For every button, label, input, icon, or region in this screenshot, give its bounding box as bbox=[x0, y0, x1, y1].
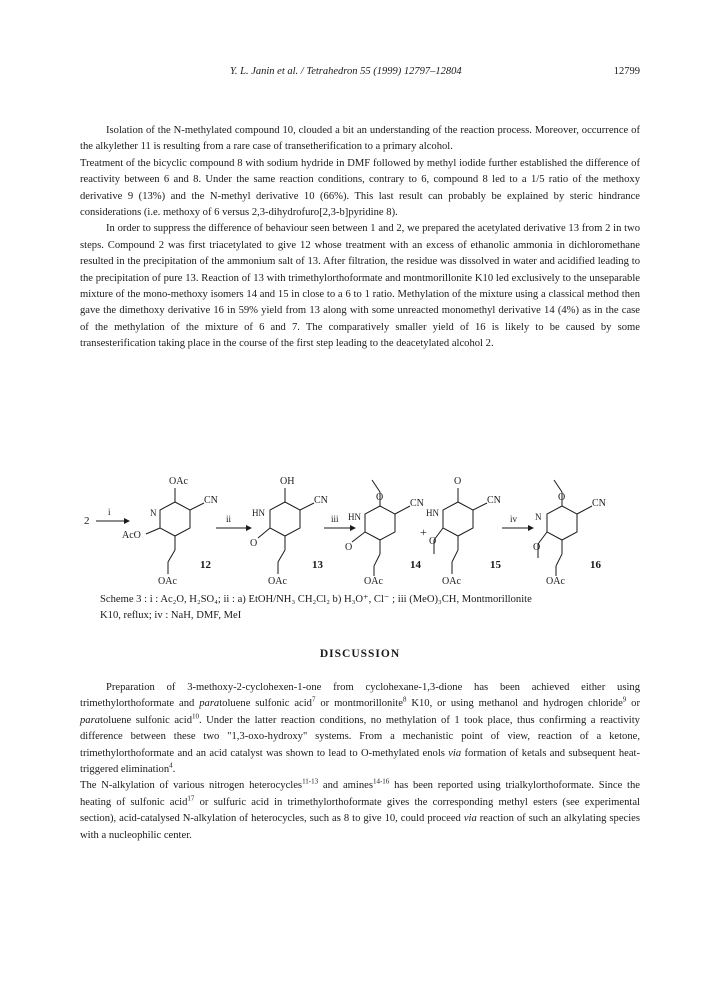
caption-line-1: Scheme 3 : i : Ac₂O, H₂SO₄; ii : a) EtOH/NH₃ CH₂Cl₂ b) H₃O⁺, Cl⁻ ; iii (MeO)₃CH, Montmorillonite bbox=[100, 594, 532, 605]
svg-text:CN: CN bbox=[410, 498, 424, 509]
paragraph-2: Treatment of the bicyclic compound 8 with sodium hydride in DMF followed by methyl iodide further established the difference of reactivity between 6 and 8. Under the same reaction conditions, contrary to 6, compound 8 led to a 1/5 ratio of the methoxy derivative 9 (13%) and the N-methyl derivative 10 (66%). This last result can probably be explained by steric hindrance considerations (i.e. methoxy of 6 versus 2,3-dihydrofuro[2,3-b]pyridine 8). bbox=[80, 157, 640, 219]
results-text bbox=[80, 123, 640, 353]
compound-number-12: 12 bbox=[200, 559, 211, 571]
compound-number-13: 13 bbox=[312, 559, 323, 571]
plus-sign: + bbox=[420, 525, 427, 539]
arrow-ii-label: ii bbox=[226, 514, 232, 524]
discussion-paragraph-2: The N-alkylation of various nitrogen heterocycles$^{11-13}$ and amines$^{14-16}$ has been reported using trialkylorthoformate. Since the heating of sulfonic acid$^{17}$ or sulfuric acid in trimethylorthoformate gives the corresponding methyl esters (see experimental section), acid-catalysed N-alkylation of heterocycles, such as 8 to give 10, could proceed via reaction of such an alkylating species with a nucleophilic center. bbox=[80, 777, 641, 841]
compound-number-16: 16 bbox=[590, 559, 601, 571]
svg-text:O: O bbox=[454, 476, 462, 487]
svg-text:HN: HN bbox=[426, 508, 439, 518]
svg-text:OAc: OAc bbox=[442, 576, 461, 587]
svg-text:O: O bbox=[533, 542, 541, 553]
svg-text:OAc: OAc bbox=[169, 476, 188, 487]
svg-text:O: O bbox=[345, 542, 353, 553]
svg-text:AcO: AcO bbox=[122, 530, 141, 541]
arrow-iv-label: iv bbox=[510, 514, 518, 524]
compound-number-14: 14 bbox=[410, 559, 421, 571]
arrow-i-label: i bbox=[108, 507, 111, 517]
reaction-scheme-3 bbox=[80, 470, 640, 590]
svg-text:CN: CN bbox=[592, 498, 606, 509]
structure-16 bbox=[533, 480, 606, 587]
arrowhead-i bbox=[124, 518, 130, 524]
svg-text:OAc: OAc bbox=[158, 576, 177, 587]
page-number: 12799 bbox=[613, 66, 640, 77]
svg-text:OH: OH bbox=[280, 476, 295, 487]
structure-13 bbox=[250, 476, 328, 587]
structure-15 bbox=[426, 476, 502, 587]
discussion-text bbox=[80, 680, 640, 844]
start-compound-label: 2 bbox=[84, 515, 90, 527]
section-heading: DISCUSSION bbox=[319, 648, 401, 660]
svg-text:HN: HN bbox=[252, 508, 265, 518]
caption-line-2: K10, reflux; iv : NaH, DMF, MeI bbox=[100, 610, 242, 621]
running-title: Y. L. Janin et al. / Tetrahedron 55 (1999) 12797–12804 bbox=[230, 66, 462, 77]
svg-text:HN: HN bbox=[348, 512, 361, 522]
svg-text:CN: CN bbox=[487, 495, 501, 506]
svg-text:CN: CN bbox=[204, 495, 218, 506]
structure-14 bbox=[345, 480, 424, 587]
compound-number-15: 15 bbox=[490, 559, 501, 571]
svg-text:OAc: OAc bbox=[268, 576, 287, 587]
svg-text:N: N bbox=[150, 508, 157, 518]
paragraph-1: Isolation of the N-methylated compound 10, clouded a bit an understanding of the reaction process. Moreover, occurrence of the alkylether 11 is resulting from a rare case of transetherification to a primary alcohol. bbox=[80, 125, 640, 153]
page-header bbox=[80, 66, 640, 82]
arrow-iii-label: iii bbox=[331, 514, 339, 524]
scheme-caption bbox=[100, 592, 620, 624]
svg-text:OAc: OAc bbox=[364, 576, 383, 587]
discussion-paragraph-1: Preparation of 3-methoxy-2-cyclohexen-1-one from cyclohexane-1,3-dione has been achieved either using trimethylorthoformate and paratoluene sulfonic acid$^7$ or montmorillonite$^8$ K10, or using methanol and hydrogen chloride$^9$ or paratoluene sulfonic acid$^{10}$. Under the latter reaction conditions, no methylation of 1 took place, thus confirming a reactivity difference between these two "1,3-oxo-hydroxy" systems. From a mechanistic point of view, reaction of a ketone, trimethylorthoformate and an acid catalyst was shown to lead to O-methylated enols via formation of ketals and subsequent heat-triggered elimination$^4$. bbox=[80, 682, 641, 776]
svg-text:CN: CN bbox=[314, 495, 328, 506]
svg-text:O: O bbox=[429, 536, 437, 547]
structure-12 bbox=[122, 476, 218, 587]
svg-text:OAc: OAc bbox=[546, 576, 565, 587]
svg-text:O: O bbox=[250, 538, 258, 549]
svg-text:O: O bbox=[558, 492, 566, 503]
svg-text:N: N bbox=[535, 512, 542, 522]
svg-text:O: O bbox=[376, 492, 384, 503]
paragraph-3: In order to suppress the difference of behaviour seen between 1 and 2, we prepared the acetylated derivative 13 from 2 in two steps. Compound 2 was first triacetylated to give 12 whose treatment with an excess of ethanolic ammonia in dichloromethane resulted in the precipitation of the ammonium salt of 13. After filtration, the residue was dissolved in water and acidified leading to the precipitation of pure 13. Reaction of 13 with trimethylorthoformate and montmorillonite K10 led exclusively to the unseparable mixture of the mono-methoxy isomers 14 and 15 in close to a 6 to 1 ratio. Methylation of the mixture using a classical method then gave the dimethoxy derivative 16 in 59% yield from 13 along with some unreacted monomethyl derivative 14 (4%) as in the case of the methylation of the mixture of 6 and 7. The comparatively smaller yield of 16 is likely to be caused by some transesterification taking place in the course of the first step leading to the deacetylated alcohol 2. bbox=[80, 223, 640, 350]
